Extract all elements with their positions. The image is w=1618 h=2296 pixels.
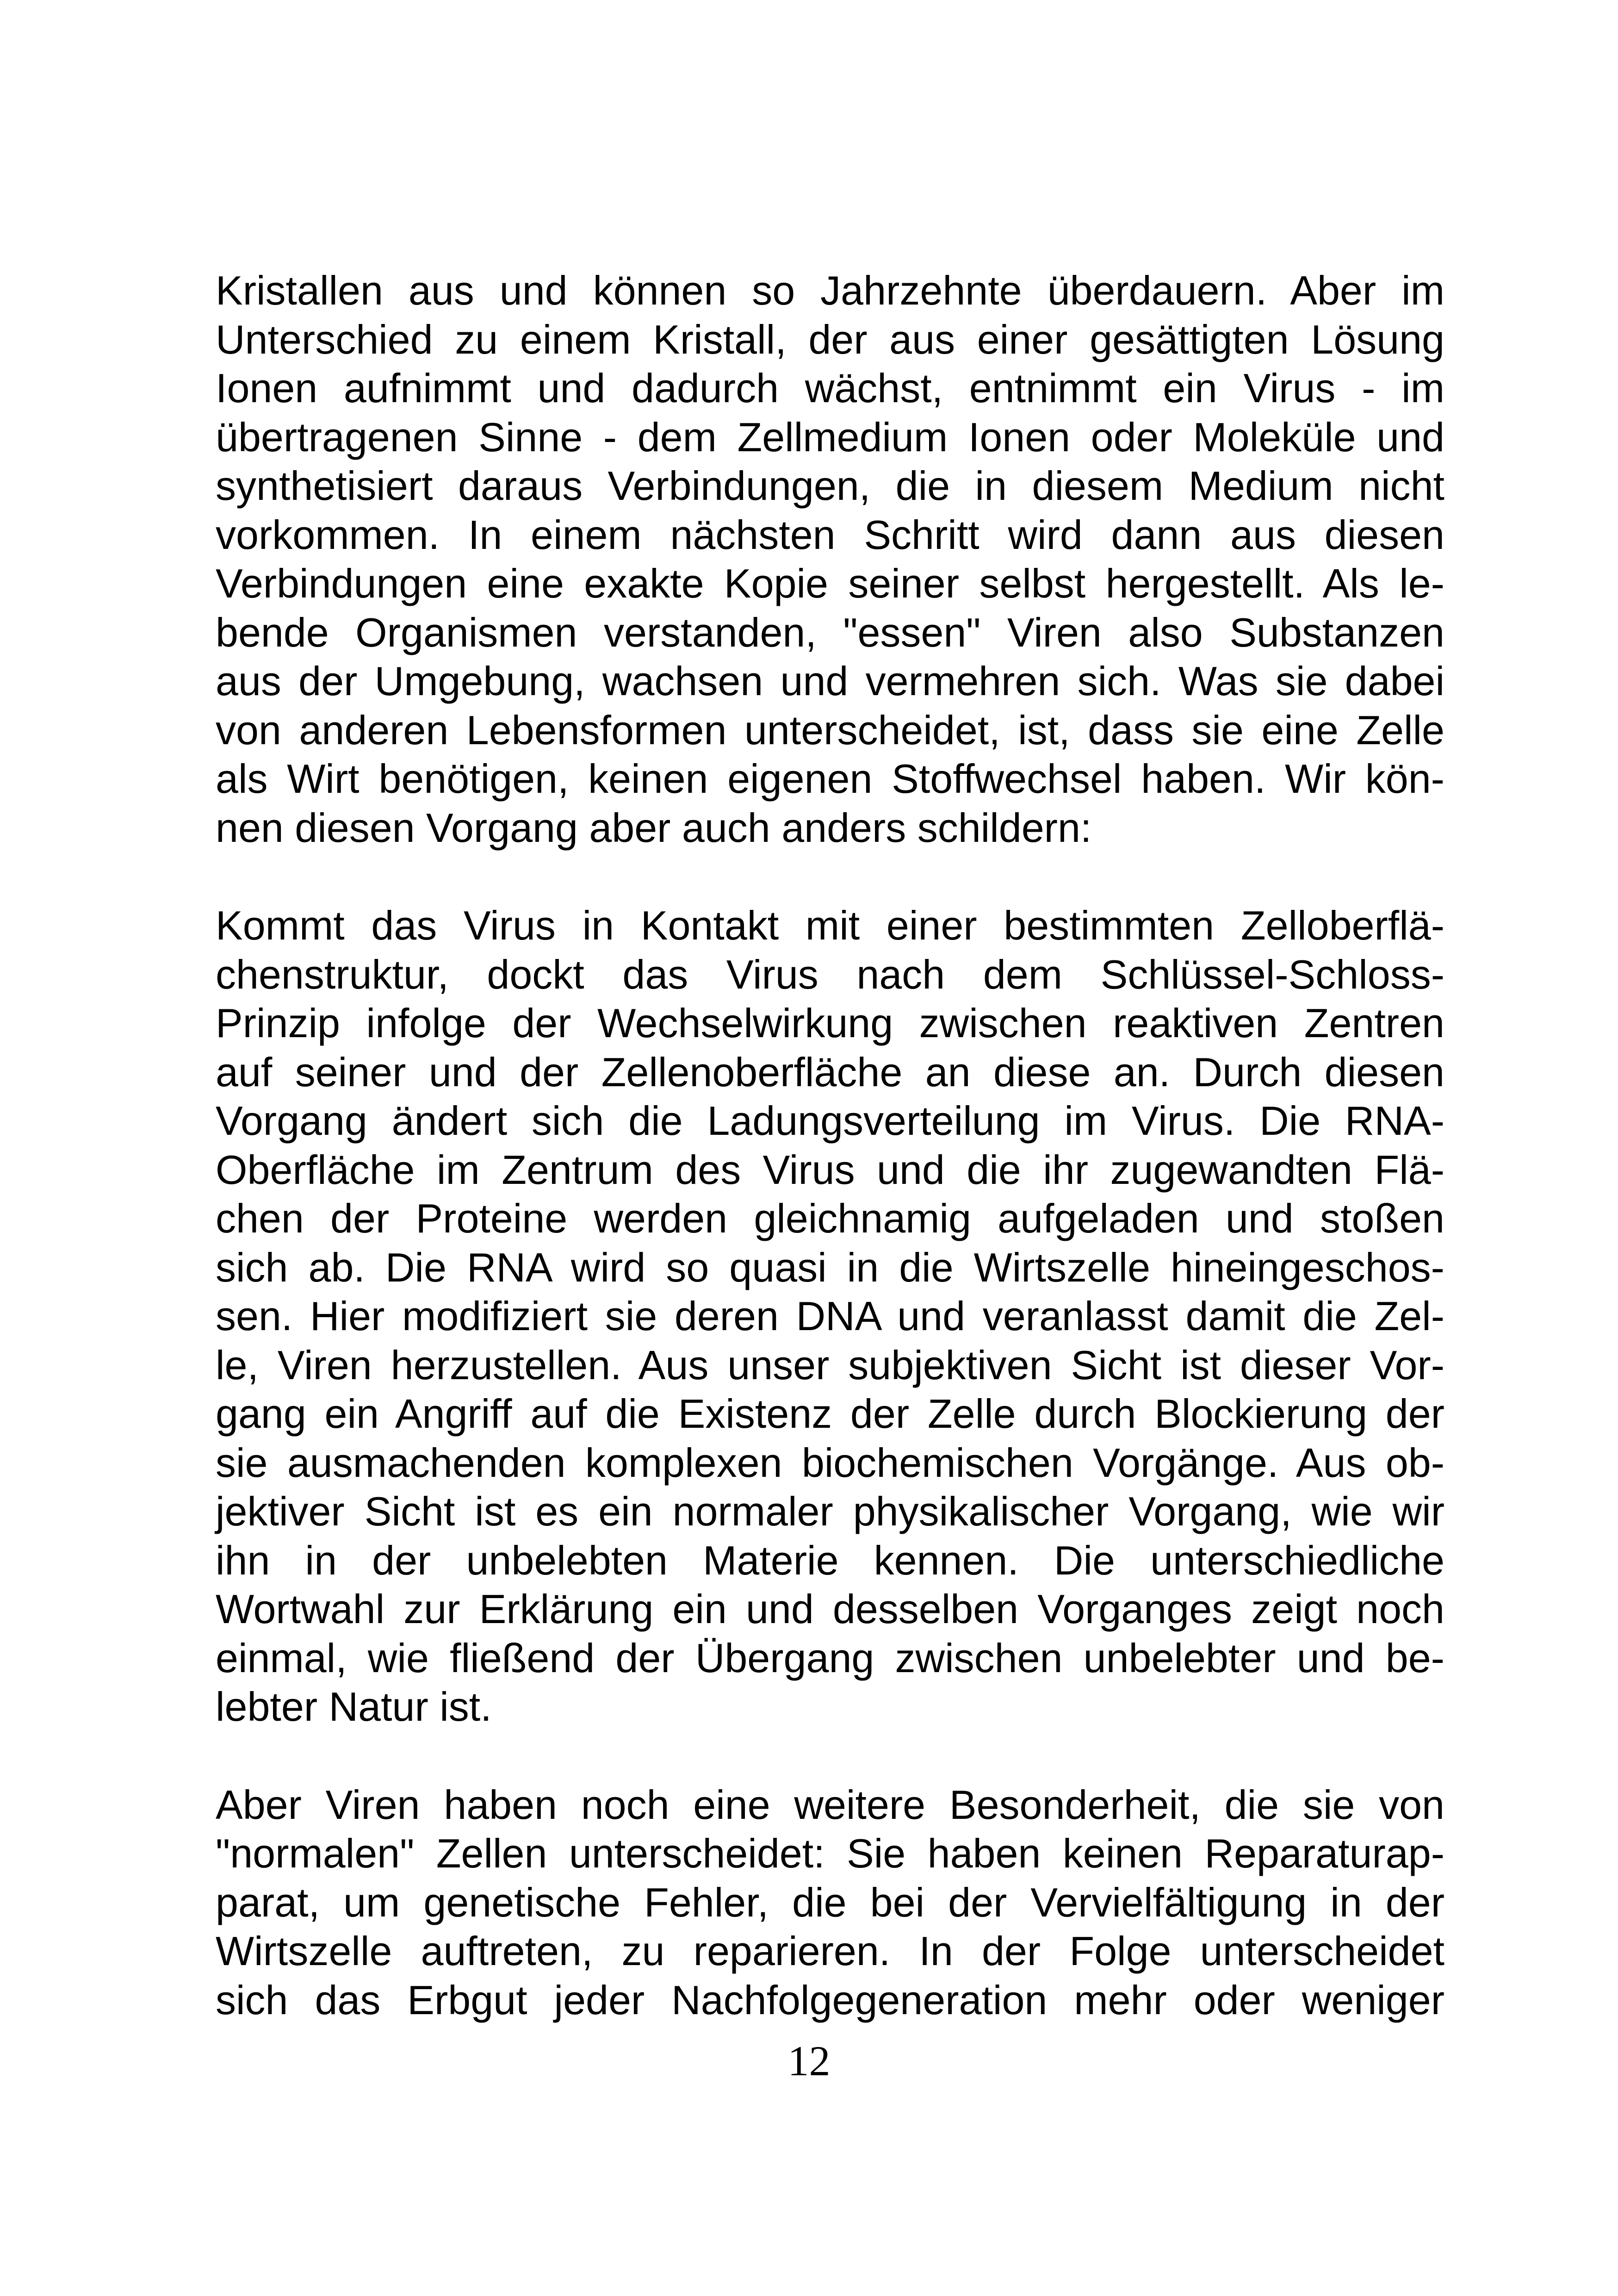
paragraph bbox=[216, 266, 1444, 852]
body-text bbox=[216, 266, 1444, 2024]
text-line: sie ausmachenden komplexen biochemischen Vorgänge. Aus ob- bbox=[216, 1439, 1444, 1486]
text-line: Prinzip infolge der Wechselwirkung zwischen reaktiven Zentren bbox=[216, 1000, 1444, 1046]
text-line: Ionen aufnimmt und dadurch wächst, entnimmt ein Virus - im bbox=[216, 365, 1444, 411]
text-line: "normalen" Zellen unterscheidet: Sie haben keinen Reparaturap- bbox=[216, 1830, 1444, 1876]
text-line: nen diesen Vorgang aber auch anders schildern: bbox=[216, 804, 1092, 851]
text-line: von anderen Lebensformen unterscheidet, ist, dass sie eine Zelle bbox=[216, 707, 1444, 753]
text-line: als Wirt benötigen, keinen eigenen Stoffwechsel haben. Wir kön- bbox=[216, 756, 1444, 802]
text-line: Unterschied zu einem Kristall, der aus einer gesättigten Lösung bbox=[216, 316, 1444, 362]
text-line: synthetisiert daraus Verbindungen, die in diesem Medium nicht bbox=[216, 463, 1444, 509]
text-line: ihn in der unbelebten Materie kennen. Die unterschiedliche bbox=[216, 1537, 1444, 1583]
text-line: sich das Erbgut jeder Nachfolgegeneration mehr oder weniger bbox=[216, 1977, 1444, 2023]
text-line: Kommt das Virus in Kontakt mit einer bestimmten Zelloberflä- bbox=[216, 902, 1444, 948]
text-line: übertragenen Sinne - dem Zellmedium Ionen oder Moleküle und bbox=[216, 414, 1444, 460]
text-line: Aber Viren haben noch eine weitere Besonderheit, die sie von bbox=[216, 1781, 1444, 1828]
text-line: bende Organismen verstanden, "essen" Viren also Substanzen bbox=[216, 609, 1444, 655]
text-line: chenstruktur, dockt das Virus nach dem Schlüssel-Schloss- bbox=[216, 951, 1444, 997]
page-number: 12 bbox=[787, 2037, 831, 2084]
text-line: lebter Natur ist. bbox=[216, 1684, 492, 1730]
text-line: Wirtszelle auftreten, zu reparieren. In der Folge unterscheidet bbox=[216, 1928, 1444, 1974]
paragraph-gap bbox=[216, 1731, 1444, 1780]
text-line: Wortwahl zur Erklärung ein und desselben Vorganges zeigt noch bbox=[216, 1586, 1444, 1632]
paragraph bbox=[216, 901, 1444, 1731]
text-line: aus der Umgebung, wachsen und vermehren sich. Was sie dabei bbox=[216, 658, 1444, 704]
text-line: chen der Proteine werden gleichnamig aufgeladen und stoßen bbox=[216, 1195, 1444, 1241]
text-line: sen. Hier modifiziert sie deren DNA und veranlasst damit die Zel- bbox=[216, 1293, 1444, 1339]
text-line: le, Viren herzustellen. Aus unser subjektiven Sicht ist dieser Vor- bbox=[216, 1342, 1444, 1388]
text-line: gang ein Angriff auf die Existenz der Zelle durch Blockierung der bbox=[216, 1391, 1444, 1437]
text-line: Verbindungen eine exakte Kopie seiner selbst hergestellt. Als le- bbox=[216, 560, 1444, 606]
text-line: parat, um genetische Fehler, die bei der Vervielfältigung in der bbox=[216, 1879, 1444, 1925]
text-line: Oberfläche im Zentrum des Virus und die ihr zugewandten Flä- bbox=[216, 1146, 1444, 1193]
text-line: jektiver Sicht ist es ein normaler physikalischer Vorgang, wie wir bbox=[216, 1488, 1444, 1534]
text-line: auf seiner und der Zellenoberfläche an diese an. Durch diesen bbox=[216, 1049, 1444, 1095]
text-line: Kristallen aus und können so Jahrzehnte überdauern. Aber im bbox=[216, 268, 1444, 313]
text-line: einmal, wie fließend der Übergang zwischen unbelebter und be- bbox=[216, 1635, 1444, 1681]
text-line: sich ab. Die RNA wird so quasi in die Wirtszelle hineingeschos- bbox=[216, 1244, 1444, 1290]
text-line: Vorgang ändert sich die Ladungsverteilung im Virus. Die RNA- bbox=[216, 1098, 1444, 1144]
paragraph bbox=[216, 1780, 1444, 2025]
text-line: vorkommen. In einem nächsten Schritt wird dann aus diesen bbox=[216, 511, 1444, 558]
paragraph-gap bbox=[216, 852, 1444, 901]
